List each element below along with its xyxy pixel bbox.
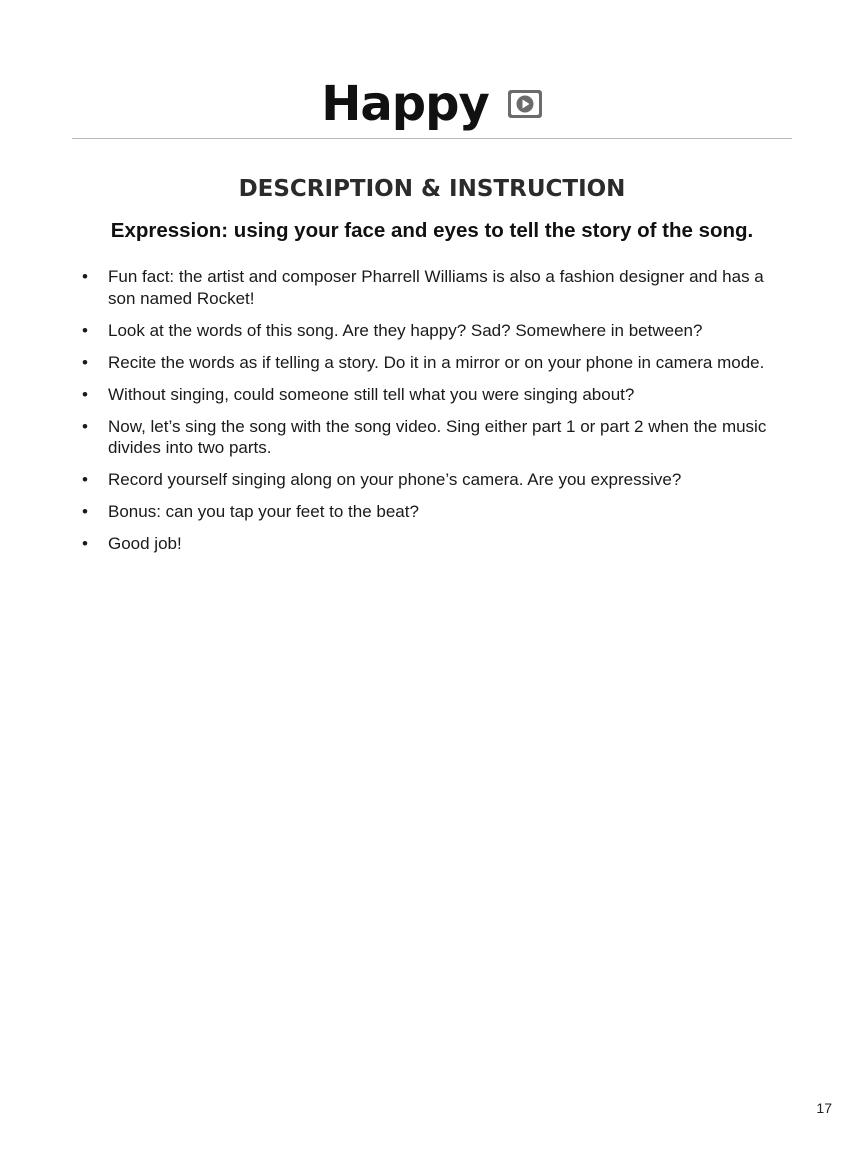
list-item	[82, 352, 794, 374]
title-divider	[72, 138, 792, 139]
list-item-text: Now, let’s sing the song with the song video. Sing either part 1 or part 2 when the music divides into two parts.	[108, 416, 767, 457]
bullet-dot: •	[82, 470, 88, 489]
list-item	[82, 266, 794, 309]
title-row	[0, 72, 864, 136]
bullet-dot: •	[82, 267, 88, 286]
play-video-icon-graphic	[507, 89, 543, 119]
page-number: 17	[816, 1100, 832, 1116]
list-item	[82, 384, 794, 406]
play-video-icon[interactable]	[507, 89, 543, 119]
instruction-list	[82, 266, 794, 565]
bullet-dot: •	[82, 384, 88, 404]
bullet-dot: •	[82, 534, 88, 553]
list-item	[82, 320, 794, 342]
list-item-text: Recite the words as if telling a story. Do it in a mirror or on your phone in camera mode.	[108, 352, 765, 372]
section-heading: DESCRIPTION & INSTRUCTION	[238, 176, 626, 202]
list-item	[82, 469, 794, 491]
bullet-dot: •	[82, 502, 88, 521]
list-item	[82, 501, 794, 523]
list-item	[82, 416, 794, 459]
bullet-dot: •	[82, 416, 88, 436]
page-title: Happy	[321, 76, 489, 132]
list-item-text: Good job!	[108, 534, 182, 553]
list-item-text: Look at the words of this song. Are they happy? Sad? Somewhere in between?	[108, 320, 703, 340]
bullet-dot: •	[82, 352, 88, 372]
list-item-text: Bonus: can you tap your feet to the beat?	[108, 502, 419, 521]
bullet-dot: •	[82, 320, 88, 340]
list-item-text: Without singing, could someone still tell what you were singing about?	[108, 384, 635, 404]
list-item-text: Record yourself singing along on your phone’s camera. Are you expressive?	[108, 470, 682, 489]
section-subheading: Expression: using your face and eyes to tell the story of the song.	[110, 219, 754, 242]
list-item-text: Fun fact: the artist and composer Pharrell Williams is also a fashion designer and has a son named Rocket!	[108, 267, 764, 308]
list-item	[82, 533, 794, 555]
